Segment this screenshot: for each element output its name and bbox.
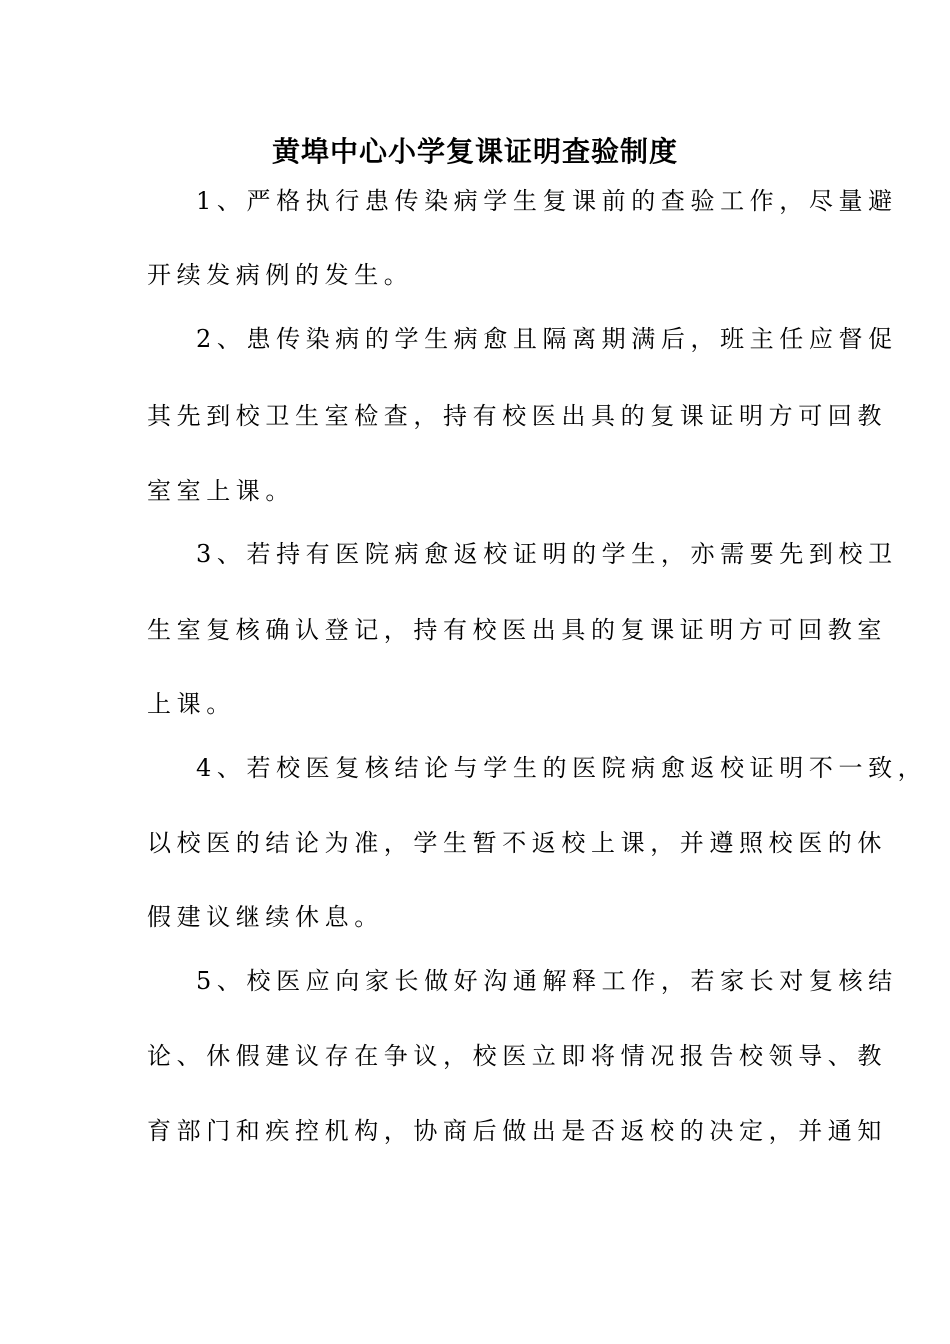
paragraph-1-line-1: 1、严格执行患传染病学生复课前的查验工作，尽量避 (196, 187, 898, 215)
paragraph-4-line-2: 以校医的结论为准，学生暂不返校上课，并遵照校医的休 (147, 829, 887, 857)
paragraph-3-line-3: 上课。 (147, 690, 236, 718)
paragraph-3-line-2: 生室复核确认登记，持有校医出具的复课证明方可回教室 (147, 616, 887, 644)
paragraph-2-line-1: 2、患传染病的学生病愈且隔离期满后，班主任应督促 (196, 325, 898, 353)
paragraph-5-line-1: 5、校医应向家长做好沟通解释工作，若家长对复核结 (196, 967, 898, 995)
paragraph-5-line-2: 论、休假建议存在争议，校医立即将情况报告校领导、教 (147, 1042, 887, 1070)
paragraph-5-line-3: 育部门和疾控机构，协商后做出是否返校的决定，并通知 (147, 1117, 887, 1145)
document-title: 黄埠中心小学复课证明查验制度 (271, 135, 678, 168)
paragraph-2-line-3: 室室上课。 (147, 477, 295, 505)
paragraph-3-line-1: 3、若持有医院病愈返校证明的学生，亦需要先到校卫 (196, 540, 898, 568)
paragraph-4-line-3: 假建议继续休息。 (147, 903, 384, 931)
paragraph-1-line-2: 开续发病例的发生。 (147, 261, 414, 289)
paragraph-2-line-2: 其先到校卫生室检查，持有校医出具的复课证明方可回教 (147, 402, 887, 430)
paragraph-4-line-1: 4、若校医复核结论与学生的医院病愈返校证明不一致， (196, 754, 928, 782)
